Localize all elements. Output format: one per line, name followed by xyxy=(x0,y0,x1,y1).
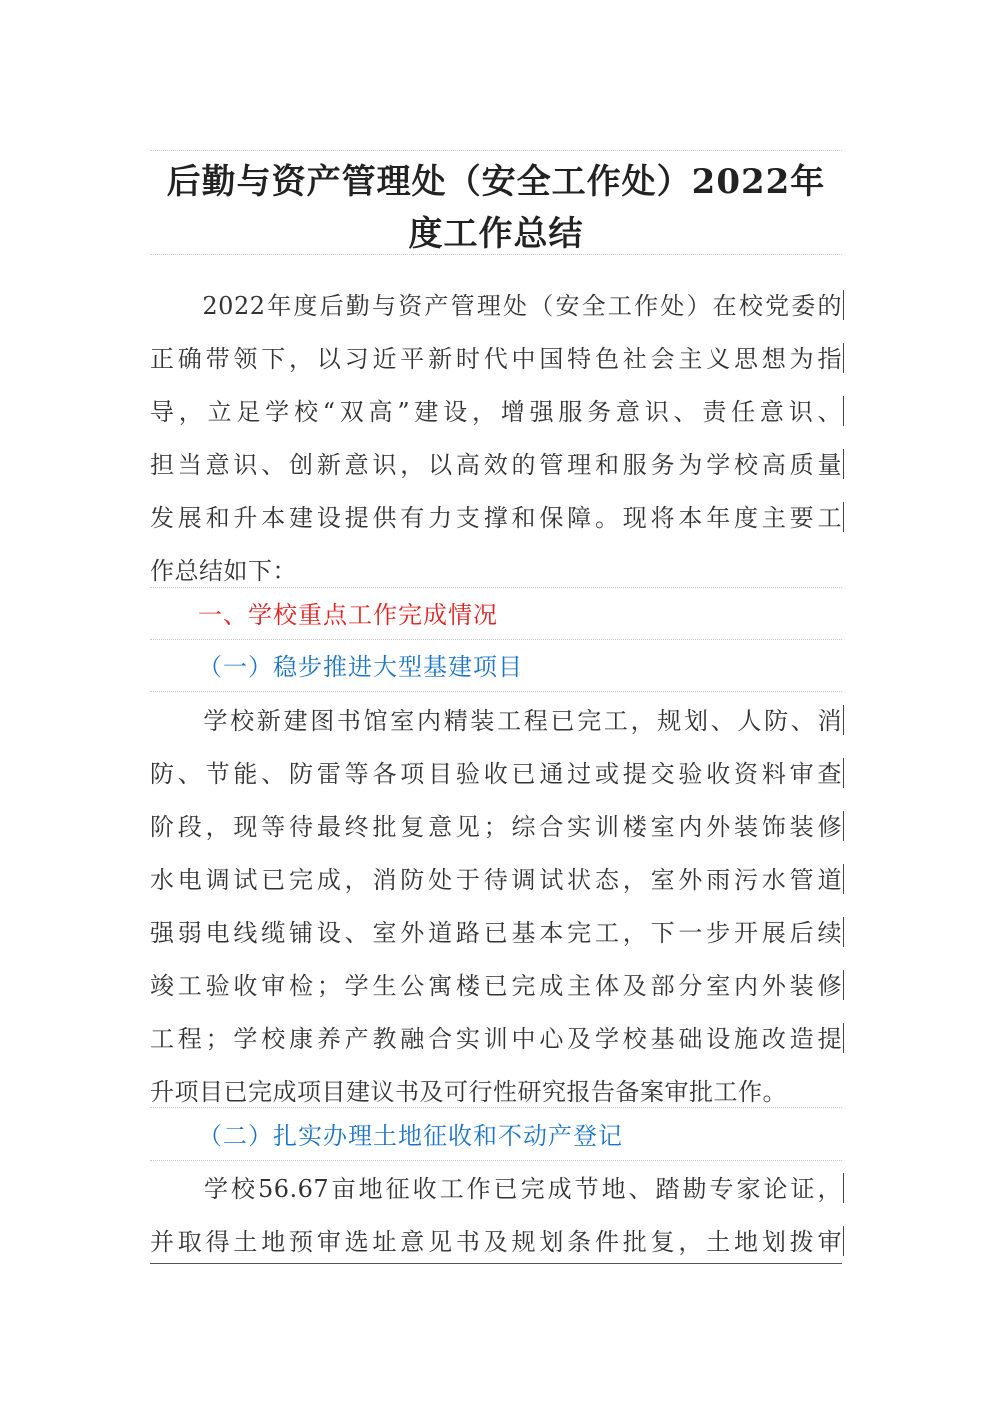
subsection-divider xyxy=(150,691,842,692)
para2-line: 并取得土地预审选址意见书及规划条件批复，土地划拨审 xyxy=(150,1228,842,1256)
subsection-heading-2: （二）扎实办理土地征收和不动产登记 xyxy=(198,1122,623,1150)
para1-line: 水电调试已完成，消防处于待调试状态，室外雨污水管道 xyxy=(150,866,842,894)
intro-line: 2022年度后勤与资产管理处（安全工作处）在校党委的 xyxy=(150,292,842,320)
intro-line: 担当意识、创新意识，以高效的管理和服务为学校高质量 xyxy=(150,451,842,479)
intro-line: 导，立足学校“双高”建设，增强服务意识、责任意识、 xyxy=(150,398,842,426)
intro-paragraph xyxy=(150,280,842,598)
document-title xyxy=(150,156,842,260)
margin-mark xyxy=(843,758,844,788)
intro-divider xyxy=(150,587,842,588)
para1-line: 阶段，现等待最终批复意见；综合实训楼室内外装饰装修 xyxy=(150,813,842,841)
para1-line: 学校新建图书馆室内精装工程已完工，规划、人防、消 xyxy=(150,707,842,735)
margin-mark xyxy=(843,917,844,947)
para2-line: 学校56.67亩地征收工作已完成节地、踏勘专家论证， xyxy=(150,1175,842,1203)
frame-top-line xyxy=(150,150,842,151)
para1-line: 竣工验收审检；学生公寓楼已完成主体及部分室内外装修 xyxy=(150,972,842,1000)
margin-mark xyxy=(843,343,844,373)
margin-mark xyxy=(843,290,844,320)
para1-line: 工程；学校康养产教融合实训中心及学校基础设施改造提 xyxy=(150,1025,842,1053)
title-divider xyxy=(150,254,842,255)
margin-mark xyxy=(843,811,844,841)
section-heading-1: 一、学校重点工作完成情况 xyxy=(198,601,498,629)
document-content xyxy=(150,150,842,1265)
frame-bottom-line xyxy=(150,1263,842,1264)
subsection-divider xyxy=(150,1160,842,1161)
intro-line: 正确带领下，以习近平新时代中国特色社会主义思想为指 xyxy=(150,345,842,373)
para1-line: 升项目已完成项目建议书及可行性研究报告备案审批工作。 xyxy=(150,1078,787,1106)
title-line-2: 度工作总结 xyxy=(408,214,584,254)
intro-line: 发展和升本建设提供有力支撑和保障。现将本年度主要工 xyxy=(150,504,842,532)
margin-mark xyxy=(843,864,844,894)
margin-mark xyxy=(843,705,844,735)
margin-mark xyxy=(843,970,844,1000)
margin-mark xyxy=(843,1023,844,1053)
section-divider xyxy=(150,639,842,640)
body-paragraph-1 xyxy=(150,695,842,1119)
margin-mark xyxy=(843,1173,844,1203)
subsection-heading-1: （一）稳步推进大型基建项目 xyxy=(198,653,523,681)
title-line-1: 后勤与资产管理处（安全工作处）2022年 xyxy=(166,162,826,202)
para1-line: 防、节能、防雷等各项目验收已通过或提交验收资料审查 xyxy=(150,760,842,788)
intro-line: 作总结如下： xyxy=(150,557,297,585)
paragraph-divider xyxy=(150,1107,842,1108)
para1-line: 强弱电线缆铺设、室外道路已基本完工，下一步开展后续 xyxy=(150,919,842,947)
margin-mark xyxy=(843,1226,844,1256)
body-paragraph-2 xyxy=(150,1163,842,1269)
margin-mark xyxy=(843,396,844,426)
margin-mark xyxy=(843,502,844,532)
margin-mark xyxy=(843,449,844,479)
